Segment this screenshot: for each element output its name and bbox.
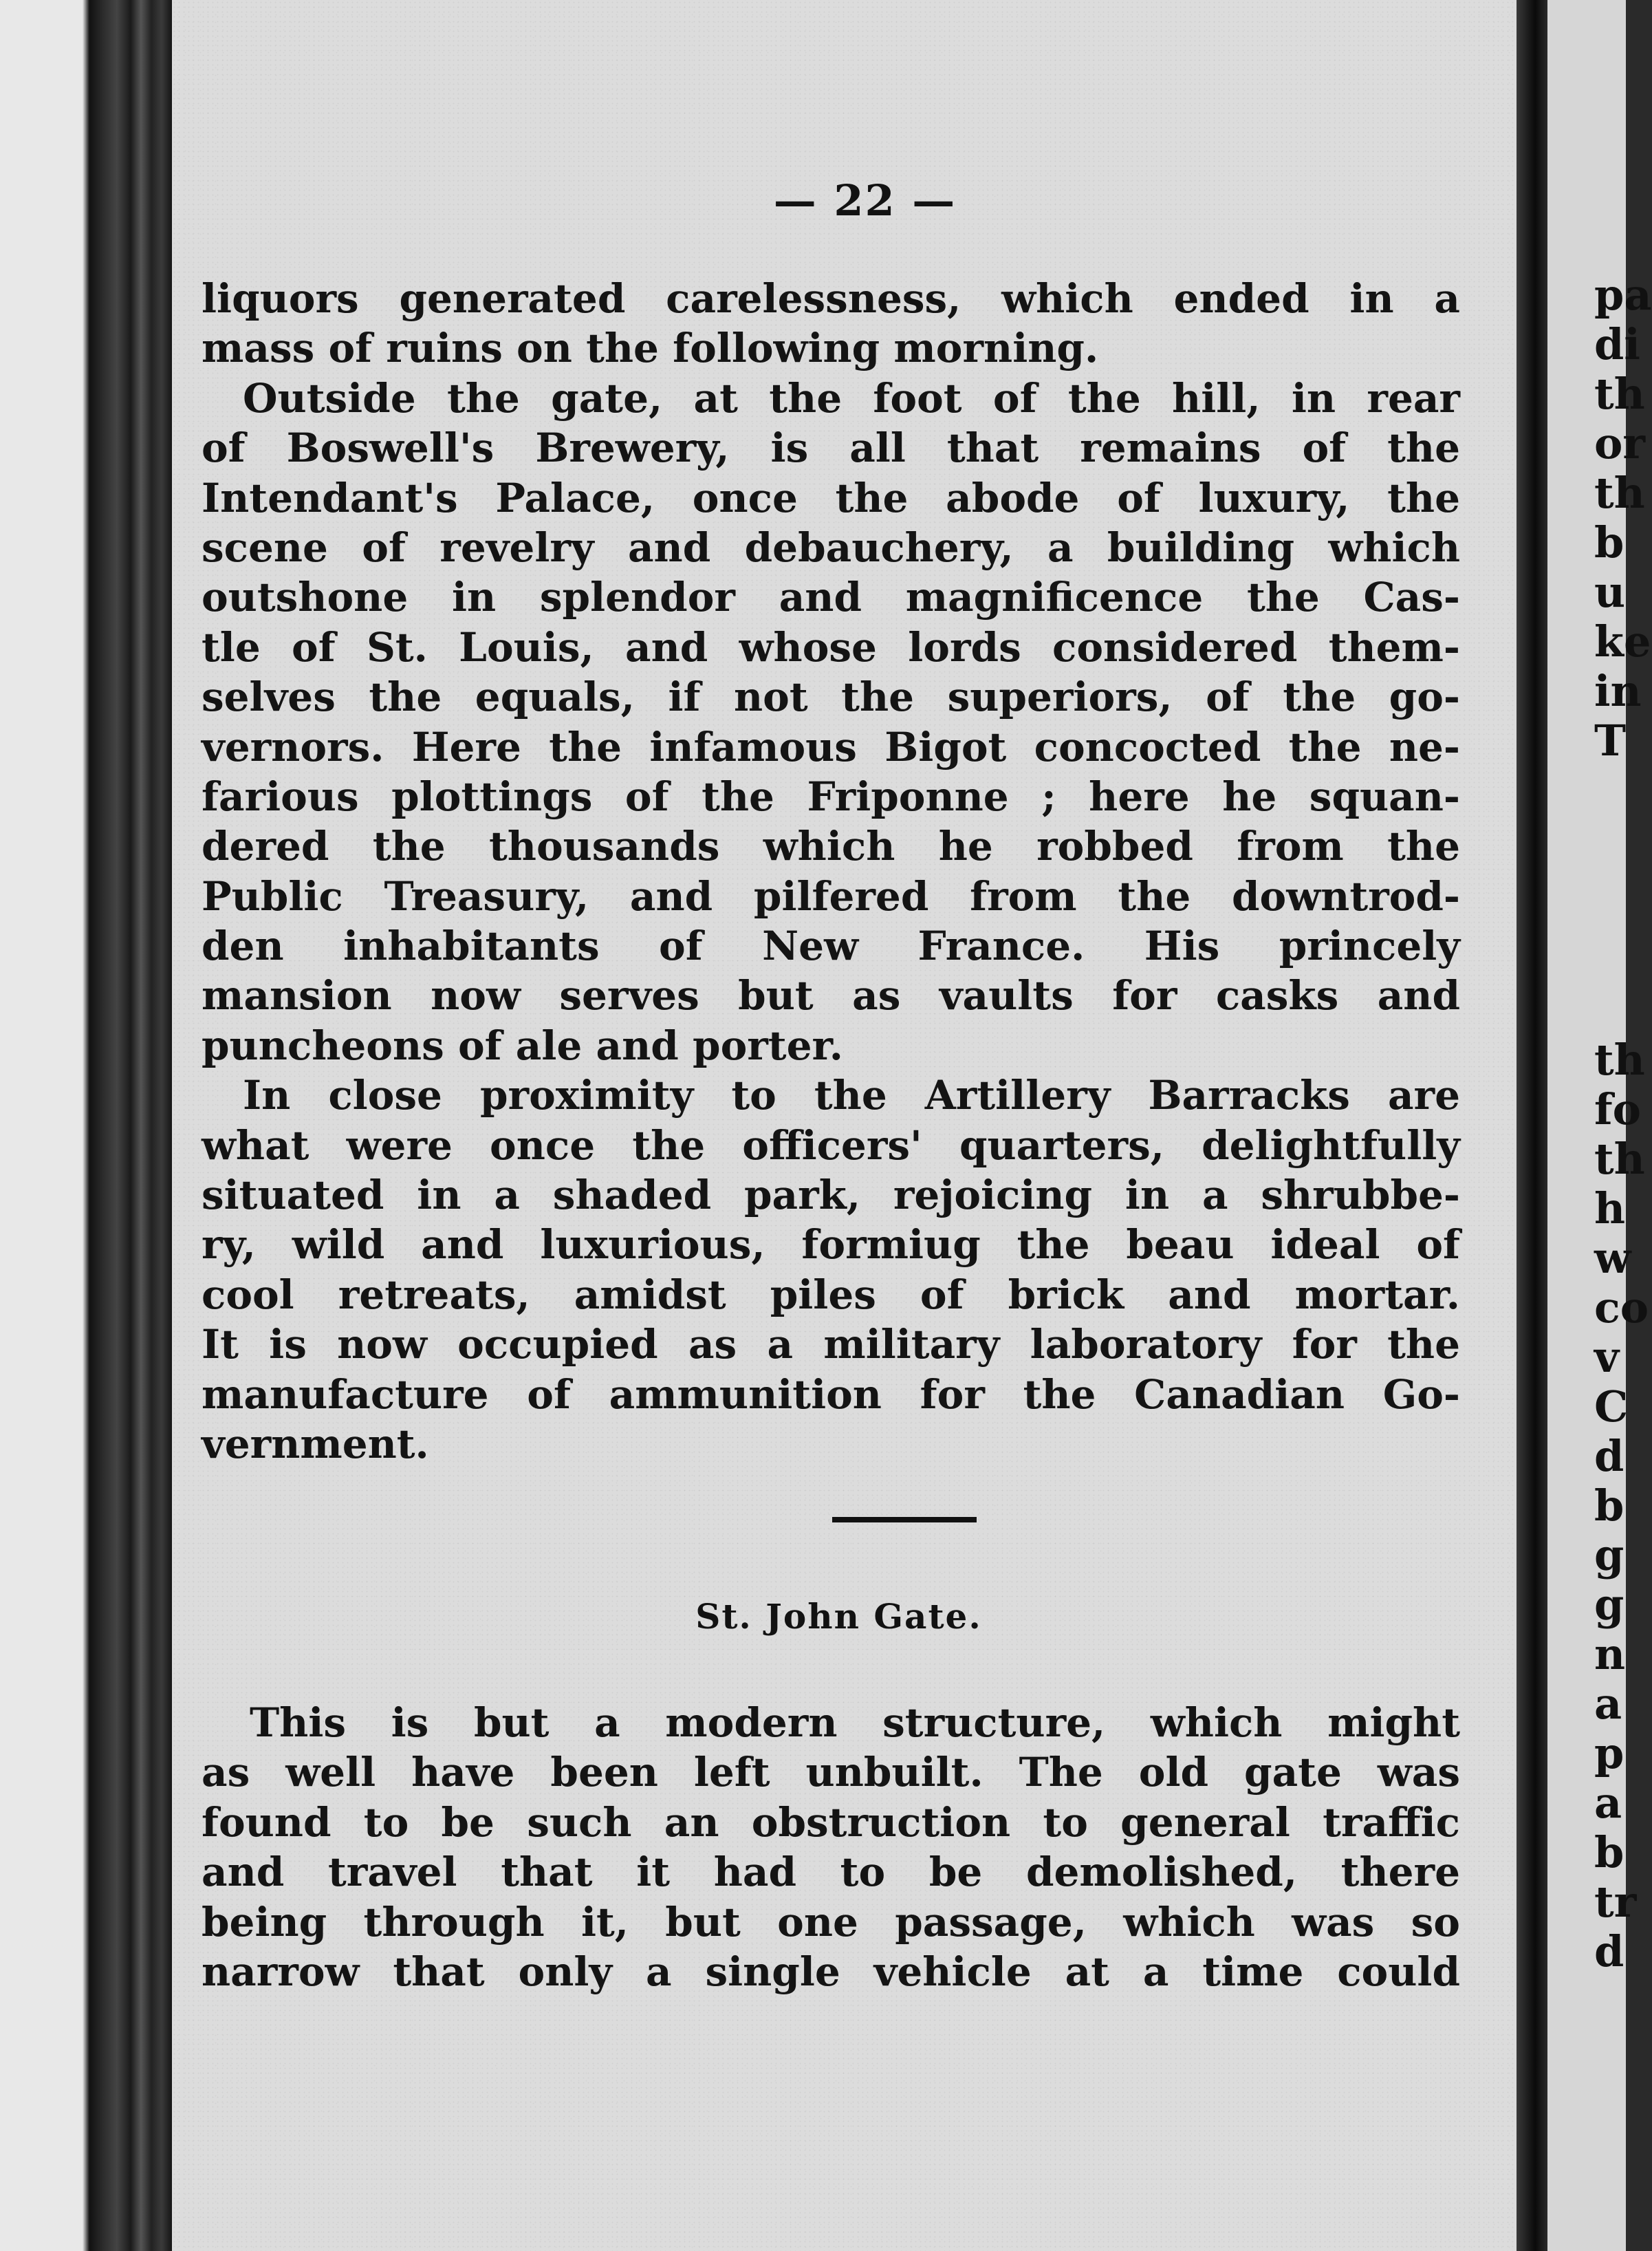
text-line: being through it, but one passage, which was so: [202, 1898, 1460, 1946]
text-line: ry, wild and luxurious, formiug the beau ideal of: [202, 1221, 1460, 1269]
fragment-text: u: [1594, 567, 1626, 617]
fragment-text: b: [1594, 1827, 1624, 1877]
text-line: vernment.: [202, 1420, 429, 1467]
fragment-text: fo: [1594, 1084, 1642, 1134]
text-line: mansion now serves but as vaults for casks and: [202, 972, 1460, 1020]
text-line: outshone in splendor and magnificence the Cas-: [202, 574, 1460, 621]
text-line: of Boswell's Brewery, is all that remains of the: [202, 424, 1460, 472]
text-line: It is now occupied as a military laboratory for the: [202, 1321, 1460, 1368]
fragment-text: d: [1594, 1431, 1624, 1481]
fragment-text: h: [1594, 1183, 1626, 1234]
fragment-text: b: [1594, 1480, 1624, 1531]
fragment-text: a: [1594, 1778, 1622, 1828]
text-line: manufacture of ammunition for the Canadian Go-: [202, 1370, 1460, 1418]
text-line: vernors. Here the infamous Bigot concocted the ne-: [202, 723, 1460, 771]
fragment-text: tr: [1594, 1877, 1637, 1927]
text-line: Intendant's Palace, once the abode of luxury, the: [202, 474, 1460, 521]
text-line: Public Treasury, and pilfered from the downtrod-: [202, 872, 1460, 920]
section-heading: St. John Gate.: [695, 1596, 982, 1637]
text-line: In close proximity to the Artillery Barracks are: [243, 1072, 1460, 1119]
text-line: found to be such an obstruction to general traffic: [202, 1798, 1460, 1846]
fragment-text: T: [1594, 715, 1627, 766]
fragment-text: di: [1594, 319, 1640, 369]
text-line: den inhabitants of New France. His princely: [202, 923, 1460, 970]
text-line: selves the equals, if not the superiors, of the go-: [202, 674, 1460, 721]
book-binding-edge: [0, 0, 172, 2251]
fragment-text: th: [1594, 1134, 1645, 1184]
fragment-text: v: [1594, 1332, 1620, 1382]
fragment-text: p: [1594, 1728, 1624, 1778]
page-number: — 22 —: [773, 175, 957, 226]
fragment-text: th: [1594, 369, 1645, 419]
fragment-text: a: [1594, 1679, 1622, 1729]
text-line: narrow that only a single vehicle at a time could: [202, 1948, 1460, 1995]
text-line: liquors generated carelessness, which ended in a: [202, 275, 1460, 322]
fragment-text: g: [1594, 1530, 1624, 1580]
fragment-text: ke: [1594, 616, 1651, 667]
fragment-text: C: [1594, 1381, 1629, 1432]
text-line: scene of revelry and debauchery, a building which: [202, 524, 1460, 571]
fragment-text: n: [1594, 1629, 1626, 1679]
text-line: situated in a shaded park, rejoicing in a shrubbe-: [202, 1172, 1460, 1219]
text-line: mass of ruins on the following morning.: [202, 325, 1099, 372]
text-line: as well have been left unbuilt. The old gate was: [202, 1749, 1460, 1796]
text-line: puncheons of ale and porter.: [202, 1022, 843, 1069]
fragment-text: th: [1594, 1035, 1645, 1085]
text-line: and travel that it had to be demolished, there: [202, 1849, 1460, 1896]
fragment-text: or: [1594, 418, 1646, 468]
adjacent-page-fragment: [1547, 0, 1652, 2251]
fragment-text: th: [1594, 468, 1645, 518]
body-text-top: [202, 274, 1460, 1469]
fragment-text: d: [1594, 1926, 1624, 1977]
text-line: cool retreats, amidst piles of brick and mortar.: [202, 1271, 1460, 1318]
body-text-bottom: [202, 1698, 1460, 1996]
fragment-text: pa: [1594, 270, 1652, 320]
fragment-text: b: [1594, 517, 1624, 568]
text-line: what were once the officers' quarters, delightfully: [202, 1121, 1460, 1169]
fragment-text: g: [1594, 1580, 1624, 1630]
text-line: farious plottings of the Friponne ; here he squan-: [202, 773, 1460, 820]
text-line: dered the thousands which he robbed from the: [202, 823, 1460, 870]
text-line: Outside the gate, at the foot of the hill, in rear: [243, 374, 1460, 422]
fragment-text: co: [1594, 1282, 1649, 1333]
section-divider: [832, 1517, 977, 1522]
fragment-text: in: [1594, 666, 1642, 716]
page-gutter: [1517, 0, 1547, 2251]
text-line: tle of St. Louis, and whose lords considered them-: [202, 623, 1460, 671]
text-line: This is but a modern structure, which might: [250, 1699, 1460, 1746]
fragment-text: w: [1594, 1233, 1631, 1283]
